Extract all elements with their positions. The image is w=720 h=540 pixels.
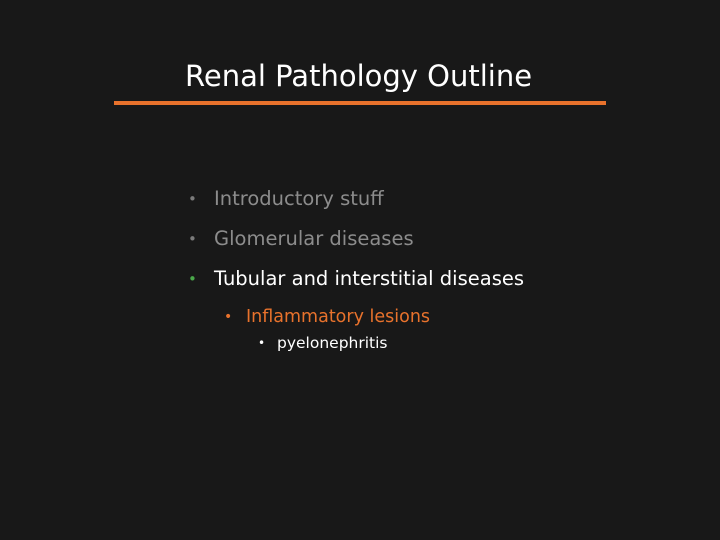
bullet-marker: • [188, 190, 197, 208]
sub-sub-bullet-pyelonephritis [258, 333, 388, 353]
bullet-item-glomerular [188, 226, 414, 252]
bullet-text: pyelonephritis [277, 334, 388, 352]
bullet-text: Introductory stuff [214, 187, 384, 210]
bullet-text: Glomerular diseases [214, 227, 414, 250]
bullet-marker: • [188, 230, 197, 248]
slide-title: Renal Pathology Outline [185, 59, 533, 93]
bullet-item-introductory [188, 186, 384, 212]
title-underline [114, 101, 606, 105]
bullet-marker: • [188, 270, 197, 288]
bullet-marker: • [224, 309, 233, 325]
bullet-item-tubular [188, 266, 525, 292]
bullet-marker: • [258, 336, 266, 350]
bullet-text: Inflammatory lesions [246, 307, 431, 327]
sub-bullet-inflammatory [224, 305, 431, 329]
bullet-text: Tubular and interstitial diseases [214, 267, 525, 290]
